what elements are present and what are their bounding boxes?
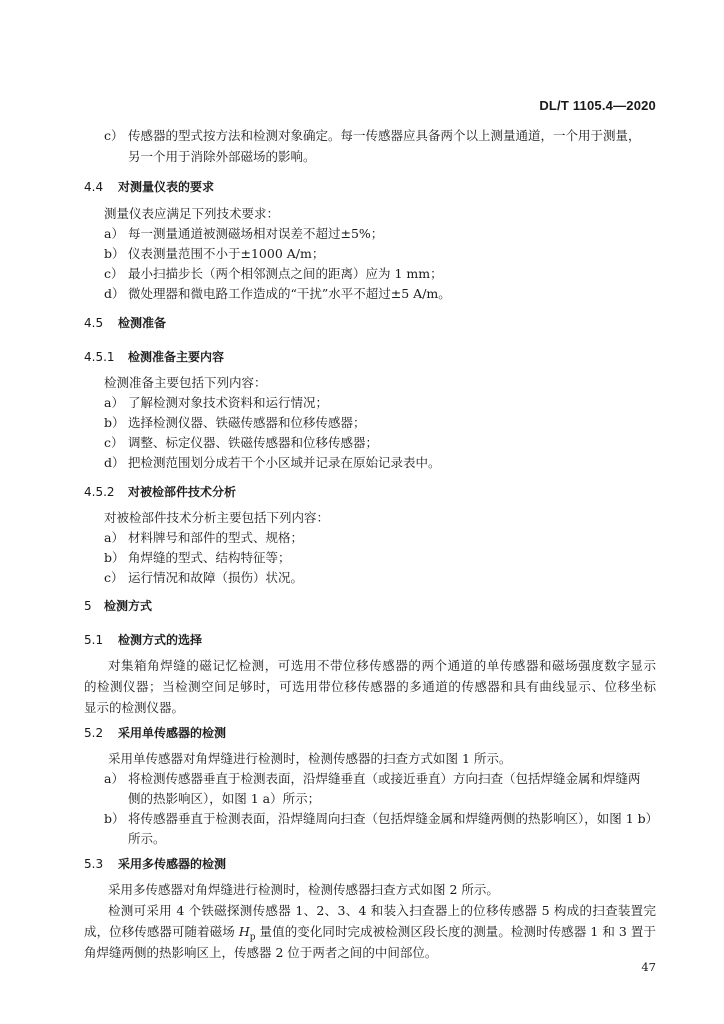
list-item-b-line2: 所示。 (128, 831, 166, 846)
list-item: d） 微处理器和微电路工作造成的“干扰”水平不超过±5 A/m。 (104, 286, 451, 301)
paragraph-intro-4-4: 测量仪表应满足下列技术要求： (104, 206, 280, 221)
list-item: c） 调整、标定仪器、铁磁传感器和位移传感器； (104, 435, 379, 450)
list-item: c） 运行情况和故障（损伤）状况。 (104, 570, 304, 585)
list-item-c-line2: 另一个用于消除外部磁场的影响。 (128, 149, 316, 164)
paragraph-5-1-line1: 对集箱角焊缝的磁记忆检测，可选用不带位移传感器的两个通道的单传感器和磁场强度数字显示 (108, 658, 656, 673)
paragraph-5-3-line2: 成，位移传感器可随着磁场 $H_p$ 量值的变化同时完成被检测区段长度的测量。检测时传感器 1 和 3 置于 (84, 924, 656, 943)
list-item: d） 把检测范围划分成若干个小区域并记录在原始记录表中。 (104, 455, 441, 470)
list-item-c-line1: c） 传感器的型式按方法和检测对象确定。每一传感器应具备两个以上测量通道，一个用于测量， (104, 128, 641, 143)
section-heading-4-5-1: 4.5.1 检测准备主要内容 (84, 350, 225, 364)
paragraph-intro-5-2: 采用单传感器对角焊缝进行检测时，检测传感器的扫查方式如图 1 所示。 (108, 751, 512, 766)
list-item: c） 最小扫描步长（两个相邻测点之间的距离）应为 1 mm； (104, 266, 443, 281)
document-code: DL/T 1105.4—2020 (539, 98, 656, 113)
paragraph-5-3-line1: 检测可采用 4 个铁磁探测传感器 1、2、3、4 和装入扫查器上的位移传感器 5 构成的扫查装置完 (108, 903, 656, 918)
section-heading-4-5: 4.5 检测准备 (84, 316, 167, 330)
paragraph-5-3-line3: 角焊缝两侧的热影响区上，传感器 2 位于两者之间的中间部位。 (84, 945, 438, 960)
section-heading-4-4: 4.4 对测量仪表的要求 (84, 180, 215, 194)
paragraph-5-1-line2: 的检测仪器；当检测空间足够时，可选用带位移传感器的多通道的传感器和具有曲线显示、位移坐标 (84, 679, 656, 694)
list-item: b） 仪表测量范围不小于±1000 A/m； (104, 246, 325, 261)
section-heading-5-1: 5.1 检测方式的选择 (84, 633, 203, 647)
paragraph-intro-4-5-1: 检测准备主要包括下列内容： (104, 375, 267, 390)
list-item: a） 了解检测对象技术资料和运行情况； (104, 395, 329, 410)
list-item-a-line1: a） 将检测传感器垂直于检测表面，沿焊缝垂直（或接近垂直）方向扫查（包括焊缝金属和焊缝两 (104, 771, 641, 786)
paragraph-intro-4-5-2: 对被检部件技术分析主要包括下列内容： (104, 510, 330, 525)
list-item: a） 每一测量通道被测磁场相对误差不超过±5%； (104, 226, 384, 241)
hp-symbol: H (238, 924, 250, 939)
page-number: 47 (641, 960, 656, 974)
paragraph-5-1-line3: 显示的检测仪器。 (84, 700, 185, 715)
list-item: b） 角焊缝的型式、结构特征等； (104, 550, 291, 565)
list-item: b） 选择检测仪器、铁磁传感器和位移传感器； (104, 415, 366, 430)
list-item-b-line1: b） 将传感器垂直于检测表面，沿焊缝周向扫查（包括焊缝金属和焊缝两侧的热影响区），如图 1 b） (104, 811, 659, 826)
list-item-a-line2: 侧的热影响区），如图 1 a）所示； (128, 791, 321, 806)
paragraph-intro-5-3: 采用多传感器对角焊缝进行检测时，检测传感器扫查方式如图 2 所示。 (108, 882, 499, 897)
section-heading-5-3: 5.3 采用多传感器的检测 (84, 857, 227, 871)
section-heading-5-2: 5.2 采用单传感器的检测 (84, 726, 227, 740)
hp-subscript: p (249, 932, 256, 943)
section-heading-5: 5 检测方式 (84, 599, 153, 613)
section-heading-4-5-2: 4.5.2 对被检部件技术分析 (84, 485, 237, 499)
list-item: a） 材料牌号和部件的型式、规格； (104, 530, 304, 545)
